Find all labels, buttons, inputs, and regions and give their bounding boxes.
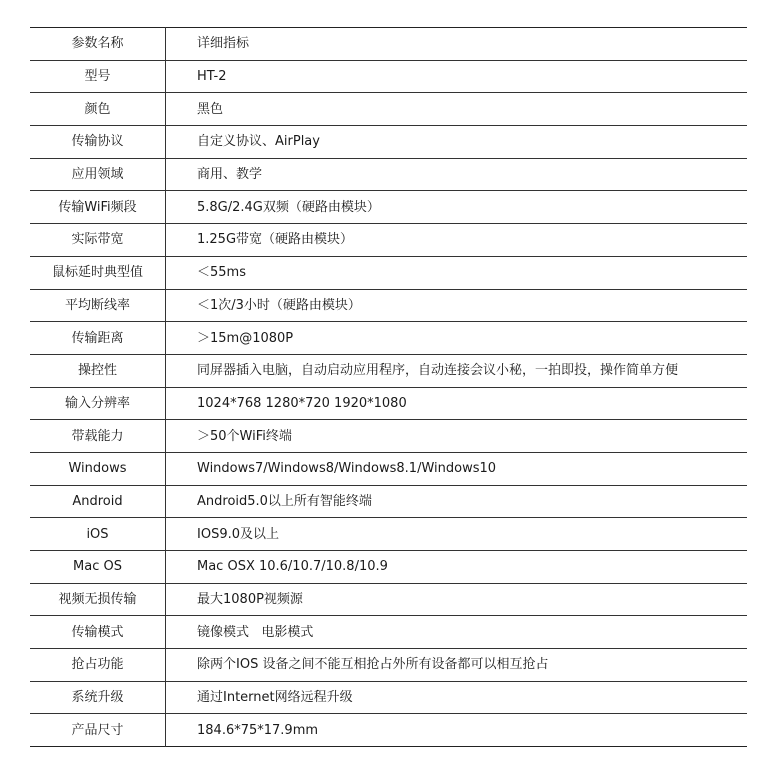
param-name-cell: 传输协议 xyxy=(30,126,166,159)
table-row xyxy=(30,583,747,616)
param-name-cell: Windows xyxy=(30,452,166,485)
param-name-cell: 应用领域 xyxy=(30,158,166,191)
table-row xyxy=(30,158,747,191)
param-name-cell: 传输模式 xyxy=(30,616,166,649)
param-value-cell: 5.8G/2.4G双频（硬路由模块） xyxy=(166,191,748,224)
spec-table xyxy=(30,27,747,747)
param-value-cell: 1024*768 1280*720 1920*1080 xyxy=(166,387,748,420)
param-value-cell: 1.25G带宽（硬路由模块） xyxy=(166,224,748,257)
param-value-cell: Android5.0以上所有智能终端 xyxy=(166,485,748,518)
table-row xyxy=(30,224,747,257)
param-value-cell: 同屏器插入电脑，自动启动应用程序，自动连接会议小秘，一拍即投，操作简单方便 xyxy=(166,354,748,387)
table-row xyxy=(30,452,747,485)
param-name-cell: 平均断线率 xyxy=(30,289,166,322)
table-row xyxy=(30,322,747,355)
table-row xyxy=(30,485,747,518)
param-value-cell: 镜像模式 电影模式 xyxy=(166,616,748,649)
param-value-cell: Mac OSX 10.6/10.7/10.8/10.9 xyxy=(166,551,748,584)
param-name-cell: 操控性 xyxy=(30,354,166,387)
param-name-cell: 型号 xyxy=(30,60,166,93)
param-value-cell: ＜55ms xyxy=(166,256,748,289)
param-value-cell: 黑色 xyxy=(166,93,748,126)
param-value-cell: 通过Internet网络远程升级 xyxy=(166,681,748,714)
spec-table-body xyxy=(30,28,747,747)
table-row xyxy=(30,420,747,453)
table-row xyxy=(30,289,747,322)
table-row xyxy=(30,126,747,159)
param-value-cell: IOS9.0及以上 xyxy=(166,518,748,551)
param-value-cell: HT-2 xyxy=(166,60,748,93)
param-value-cell: 详细指标 xyxy=(166,28,748,61)
param-value-cell: 184.6*75*17.9mm xyxy=(197,722,319,738)
table-row xyxy=(30,93,747,126)
param-name-cell: 参数名称 xyxy=(30,28,166,61)
param-name-cell: Mac OS xyxy=(30,551,166,584)
table-row xyxy=(30,28,747,61)
table-row xyxy=(30,649,747,682)
param-value-cell: 自定义协议、AirPlay xyxy=(166,126,748,159)
param-name-cell: iOS xyxy=(30,518,166,551)
param-name-cell: 颜色 xyxy=(30,93,166,126)
param-value-cell: ＜1次/3小时（硬路由模块） xyxy=(166,289,748,322)
table-row xyxy=(30,354,747,387)
table-row xyxy=(30,191,747,224)
table-row xyxy=(30,518,747,551)
param-value-cell: Windows7/Windows8/Windows8.1/Windows10 xyxy=(166,452,748,485)
param-name-cell: 视频无损传输 xyxy=(30,583,166,616)
param-name-cell: 传输WiFi频段 xyxy=(30,191,166,224)
param-value-cell: 除两个IOS 设备之间不能互相抢占外所有设备都可以相互抢占 xyxy=(166,649,748,682)
param-name-cell: 产品尺寸 xyxy=(30,714,166,747)
param-value-cell: ＞50个WiFi终端 xyxy=(166,420,748,453)
table-row xyxy=(30,60,747,93)
param-value-cell: 最大1080P视频源 xyxy=(166,583,748,616)
param-name-cell: Android xyxy=(30,485,166,518)
table-row xyxy=(30,616,747,649)
param-name-cell: 系统升级 xyxy=(30,681,166,714)
table-row xyxy=(30,387,747,420)
param-value-cell: 商用、教学 xyxy=(166,158,748,191)
param-value-cell: ＞15m@1080P xyxy=(166,322,748,355)
table-row xyxy=(30,681,747,714)
param-name-cell: 抢占功能 xyxy=(30,649,166,682)
param-name-cell: 实际带宽 xyxy=(30,224,166,257)
table-row xyxy=(30,256,747,289)
table-row xyxy=(30,551,747,584)
table-row xyxy=(30,714,747,747)
param-name-cell: 带载能力 xyxy=(30,420,166,453)
param-name-cell: 传输距离 xyxy=(30,322,166,355)
param-name-cell: 鼠标延时典型值 xyxy=(30,256,166,289)
param-name-cell: 输入分辨率 xyxy=(30,387,166,420)
